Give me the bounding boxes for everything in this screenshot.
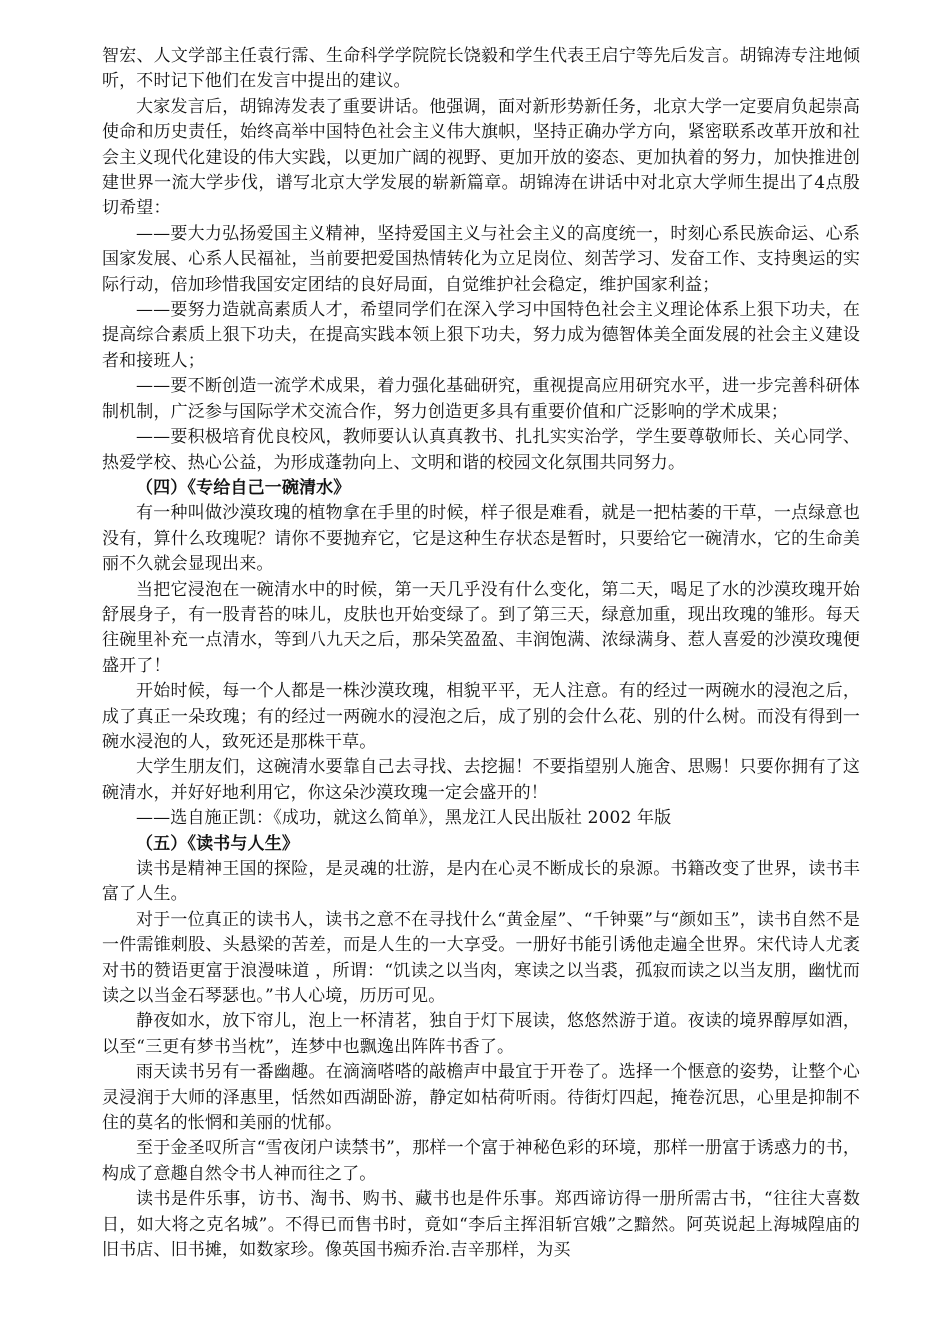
paragraph-speech: 大家发言后，胡锦涛发表了重要讲话。他强调，面对新形势新任务，北京大学一定要肩负起崇高使命和历史责任，始终高举中国特色社会主义伟大旗帜，坚持正确办学方向，紧密联系改革开放和社会主义现代化建设的伟大实践，以更加广阔的视野、更加开放的姿态、更加执着的努力，加快推进创建世界一流大学步伐，谱写北京大学发展的崭新篇章。胡锦涛在讲话中对北京大学师生提出了4点殷切希望： <box>102 96 860 219</box>
document-page <box>102 44 860 1264</box>
paragraph-desert-rose-advice: 大学生朋友们，这碗清水要靠自己去寻找、去挖掘！不要指望别人施舍、思赐！只要你拥有了这碗清水，并好好地利用它，你这朵沙漠玫瑰一定会盛开的！ <box>102 757 860 803</box>
section-heading-five: （五）《读书与人生》 <box>136 833 299 854</box>
paragraph-hope-patriotism: ——要大力弘扬爱国主义精神，坚持爱国主义与社会主义的高度统一，时刻心系民族命运、心系国家发展、心系人民福祉，当前要把爱国热情转化为立足岗位、刻苦学习、发奋工作、支持奥运的实际行动，倍加珍惜我国安定团结的良好局面，自觉维护社会稳定，维护国家利益； <box>102 223 860 295</box>
paragraph-reading-rain: 雨天读书另有一番幽趣。在滴滴嗒嗒的敲檐声中最宜于开卷了。选择一个惬意的姿势，让整个心灵浸润于大师的泽惠里，恬然如西湖卧游，静定如枯荷听雨。待街灯四起，掩卷沉思，心里是抑制不住的莫名的怅惘和美丽的忧郁。 <box>102 1062 860 1134</box>
paragraph-desert-rose-intro: 有一种叫做沙漠玫瑰的植物拿在手里的时候，样子很是难看，就是一把枯萎的干草，一点绿意也没有，算什么玫瑰呢？请你不要抛弃它，它是这种生存状态是暂时，只要给它一碗清水，它的生命美丽不久就会显现出来。 <box>102 503 860 575</box>
paragraph-reading-night: 静夜如水，放下帘儿，泡上一杯清茗，独自于灯下展读，悠悠然游于道。夜读的境界醇厚如酒，以至“三更有梦书当枕”，连梦中也飘逸出阵阵书香了。 <box>102 1011 860 1057</box>
paragraph-desert-rose-people: 开始时候，每一个人都是一株沙漠玫瑰，相貌平平，无人注意。有的经过一两碗水的浸泡之后，成了真正一朵玫瑰；有的经过一两碗水的浸泡之后，成了别的会什么花、别的什么树。而没有得到一碗水浸泡的人，致死还是那株干草。 <box>102 681 860 752</box>
paragraph-reading-snow: 至于金圣叹所言“雪夜闭户读禁书”，那样一个富于神秘色彩的环境，那样一册富于诱惑力的书，构成了意趣自然令书人神而往之了。 <box>102 1138 860 1184</box>
paragraph-hope-school-spirit: ——要积极培育优良校风，教师要认认真真教书、扎扎实实治学，学生要尊敬师长、关心同学、热爱学校、热心公益，为形成蓬勃向上、文明和谐的校园文化氛围共同努力。 <box>102 427 860 473</box>
paragraph-hope-talent: ——要努力造就高素质人才，希望同学们在深入学习中国特色社会主义理论体系上狠下功夫，在提高综合素质上狠下功夫，在提高实践本领上狠下功夫，努力成为德智体美全面发展的社会主义建设者和接班人； <box>102 300 860 371</box>
paragraph-reading-collecting: 读书是件乐事，访书、淘书、购书、藏书也是件乐事。郑西谛访得一册所需古书，“往往大喜数日，如大将之克名城”。不得已而售书时，竟如“李后主挥泪斩宫娥”之黯然。阿英说起上海城隍庙的旧书店、旧书摊，如数家珍。像英国书痴乔治.吉辛那样，为买 <box>102 1189 860 1261</box>
paragraph-reading-reader: 对于一位真正的读书人，读书之意不在寻找什么“黄金屋”、“千钟粟”与“颜如玉”，读书自然不是一件需锥刺股、头悬梁的苦差，而是人生的一大享受。一册好书能引诱他走遍全世界。宋代诗人尤袤对书的赞语更富于浪漫味道 ，所谓：“饥读之以当肉，寒读之以当裘，孤寂而读之以当友朋，幽忧而读之以当金石琴瑟也。”书人心境，历历可见。 <box>102 909 860 1007</box>
paragraph-desert-rose-soaking: 当把它浸泡在一碗清水中的时候，第一天几乎没有什么变化，第二天，喝足了水的沙漠玫瑰开始舒展身子，有一股青苔的味儿，皮肤也开始变绿了。到了第三天，绿意加重，现出玫瑰的雏形。每天往碗里补充一点清水，等到八九天之后，那朵笑盈盈、丰润饱满、浓绿满身、惹人喜爱的沙漠玫瑰便盛开了！ <box>102 579 860 676</box>
source-citation: ——选自施正凯：《成功，就这么简单》，黑龙江人民出版社 2002 年版 <box>136 808 672 829</box>
section-heading-four: （四）《专给自己一碗清水》 <box>136 477 351 498</box>
paragraph-hope-research: ——要不断创造一流学术成果，着力强化基础研究，重视提高应用研究水平，进一步完善科研体制机制，广泛参与国际学术交流合作，努力创造更多具有重要价值和广泛影响的学术成果； <box>102 376 860 422</box>
paragraph-speakers: 智宏、人文学部主任袁行霈、生命科学学院院长饶毅和学生代表王启宁等先后发言。胡锦涛专注地倾听，不时记下他们在发言中提出的建议。 <box>102 46 860 92</box>
paragraph-reading-intro: 读书是精神王国的探险，是灵魂的壮游，是内在心灵不断成长的泉源。书籍改变了世界，读书丰富了人生。 <box>102 859 860 905</box>
